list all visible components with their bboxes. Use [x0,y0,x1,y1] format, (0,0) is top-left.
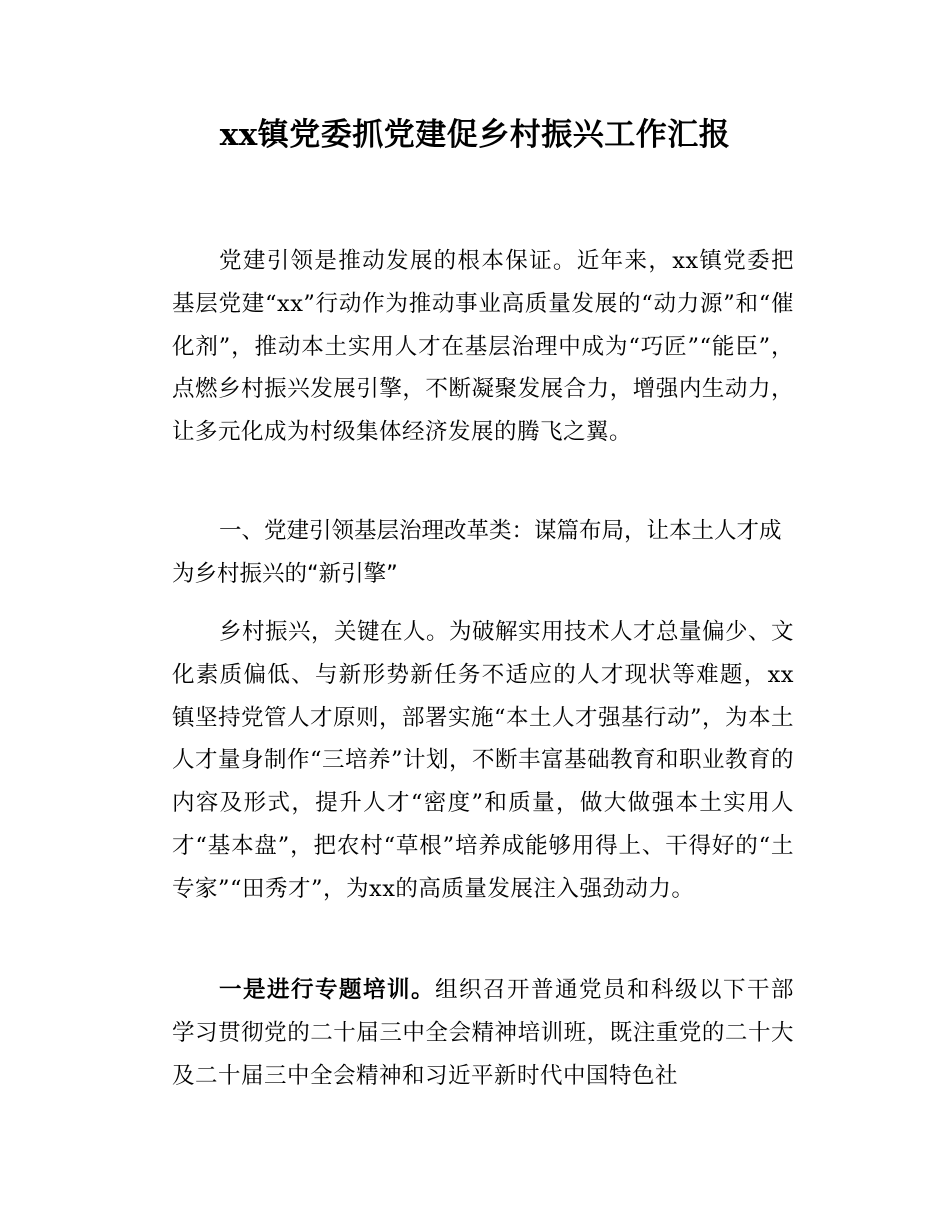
section-body-paragraph: 乡村振兴，关键在人。为破解实用技术人才总量偏少、文化素质偏低、与新形势新任务不适应的人才现状等难题，xx镇坚持党管人才原则，部署实施“本土人才强基行动”，为本土人才量身制作“三培养”计划，不断丰富基础教育和职业教育的内容及形式，提升人才“密度”和质量，做大做强本土实用人才“基本盘”，把农村“草根”培养成能够用得上、干得好的“土专家”“田秀才”，为xx的高质量发展注入强劲动力。 [172,619,795,902]
point-paragraph [172,969,794,1097]
point-lead-text: 一是进行专题培训。 [219,977,435,1003]
document-title: xx镇党委抓党建促乡村振兴工作汇报 [219,117,731,153]
intro-paragraph: 党建引领是推动发展的根本保证。近年来，xx镇党委把基层党建“xx”行动作为推动事业高质量发展的“动力源”和“催化剂”，推动本土实用人才在基层治理中成为“巧匠”“能臣”，点燃乡村振兴发展引擎，不断凝聚发展合力，增强内生动力，让多元化成为村级集体经济发展的腾飞之翼。 [172,248,794,446]
section-heading: 一、党建引领基层治理改革类：谋篇布局，让本土人才成为乡村振兴的“新引擎” [172,518,782,587]
point-body-text: 组织召开普通党员和科级以下干部学习贯彻党的二十届三中全会精神培训班，既注重党的二十大及二十届三中全会精神和习近平新时代中国特色社 [172,977,794,1089]
